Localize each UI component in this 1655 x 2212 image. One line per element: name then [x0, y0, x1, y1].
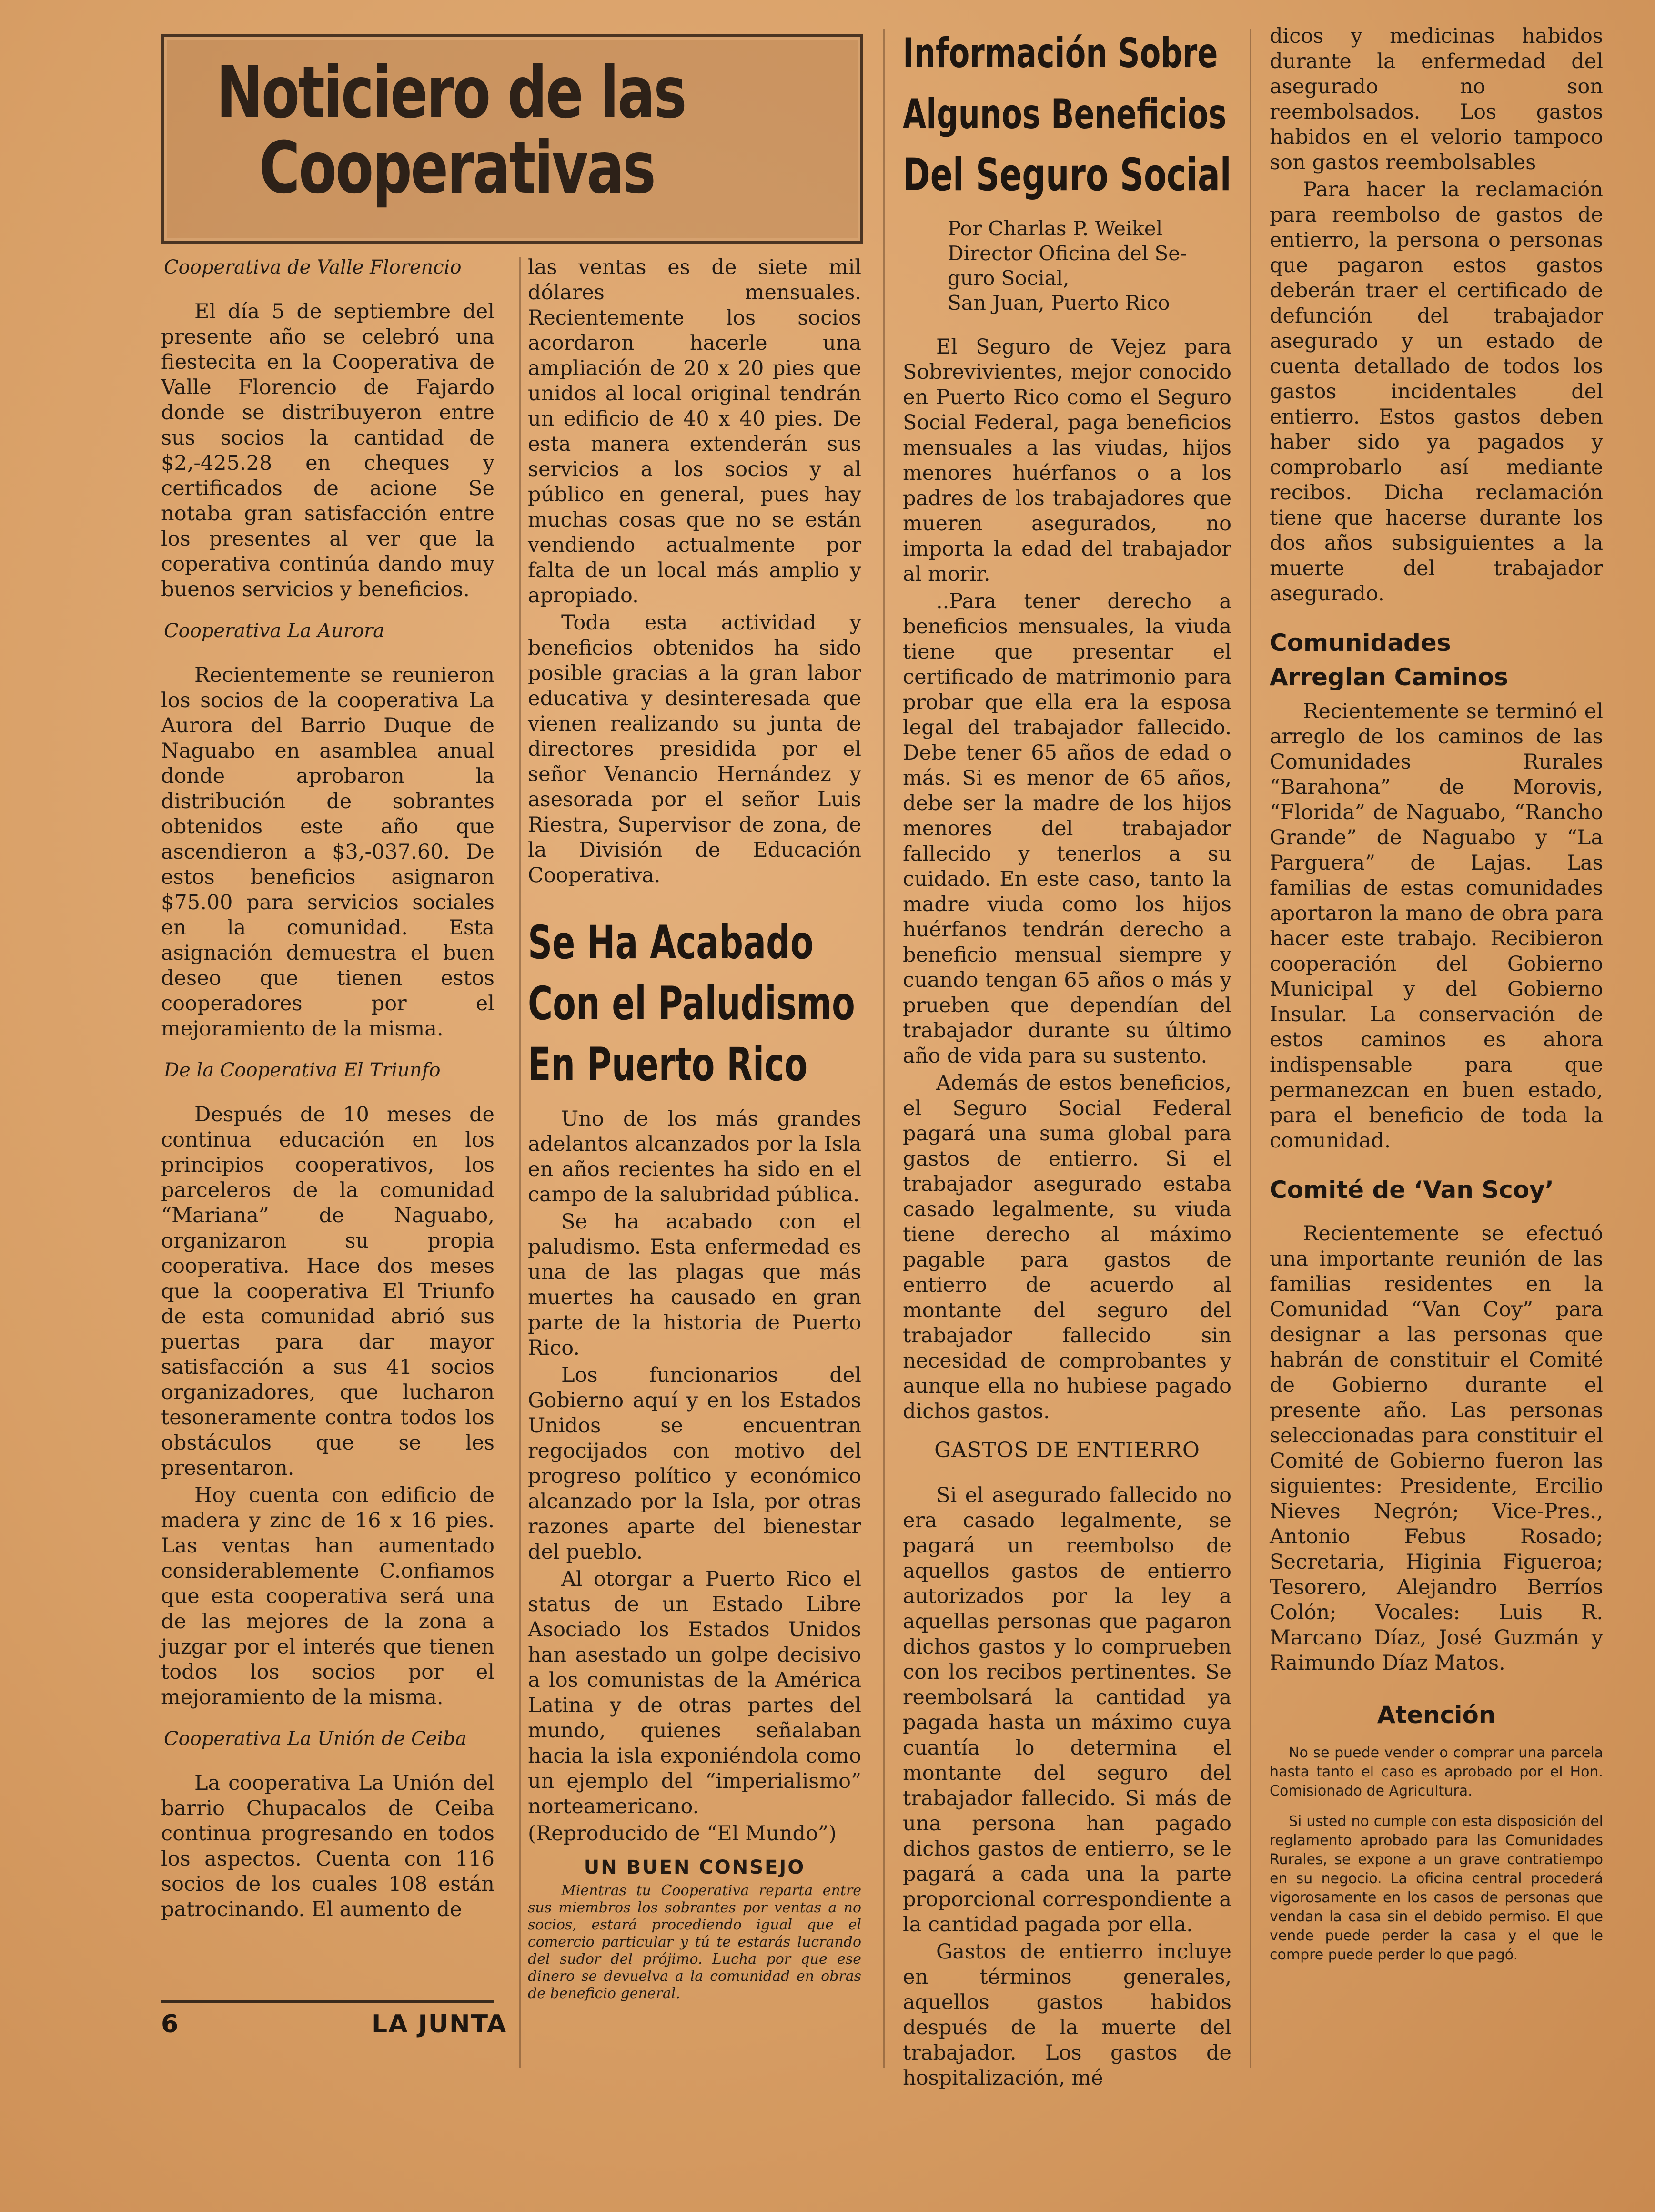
paragraph: Gastos de entierro incluye en términos generales, aquellos gastos habidos después de la muerte del trabajador. Los gastos de hospitalización, mé	[903, 1940, 1231, 2090]
paragraph: Para hacer la reclamación para reembolso de gastos de entierro, la persona o personas que pagaron estos gastos deberán traer el certificado de defunción del trabajador asegurado y un estado de cuenta detallado de todos los gastos incidentales del entierro. Estos gastos deben haber sido ya pagados y comprobarlo así mediante recibos. Dicha reclamación tiene que hacerse durante los dos años subsiguientes a la muerte del trabajador asegurado.	[1270, 178, 1603, 606]
social-security-headline	[903, 24, 1231, 205]
source-credit: (Reproducido de “El Mundo”)	[528, 1822, 837, 1846]
paragraph: Los funcionarios del Gobierno aquí y en los Estados Unidos se encuentran regocijados con motivo del progreso político y económico alcanzado por la Isla, por otras razones aparte del bienestar del pueblo.	[528, 1363, 861, 1564]
paragraph: ..Para tener derecho a beneficios mensuales, la viuda tiene que presentar el certificado de matrimonio para probar que ella era la esposa legal del trabajador fallecido. Debe tener 65 años de edad o más. Si es menor de 65 años, debe ser la madre de los hijos menores del trabajador fallecido y tenerlos a su cuidado. En este caso, tanto la madre viuda como los hijos huérfanos tendrán derecho a beneficio mensual siempre y cuando tengan 65 años o más y prueben que dependían del trabajador durante su último año de vida para su sustento.	[903, 589, 1231, 1068]
paragraph: Uno de los más grandes adelantos alcanzados por la Isla en años recientes ha sido en el campo de la salubridad pública.	[528, 1107, 861, 1207]
roads-headline	[1270, 626, 1603, 694]
column-3	[903, 24, 1231, 2093]
byline-line: Director Oficina del Se-	[948, 242, 1187, 265]
column-2	[528, 255, 861, 2004]
section-heading: Cooperativa La Aurora	[164, 620, 384, 642]
banner-title-line2: Cooperativas	[259, 127, 655, 210]
paragraph: Se ha acabado con el paludismo. Esta enfermedad es una de las plagas que más muertes ha causado en gran parte de la historia de Puerto Rico.	[528, 1210, 861, 1360]
byline	[948, 216, 1231, 315]
column-divider	[519, 257, 521, 2068]
headline-line: Arreglan Caminos	[1270, 663, 1508, 691]
headline-line: Algunos Beneficios	[903, 91, 1227, 138]
paragraph: El Seguro de Vejez para Sobrevivientes, mejor conocido en Puerto Rico como el Seguro Social Federal, paga beneficios mensuales a las viudas, hijos menores huérfanos o a los padres de los trabajadores que mueren asegurados, no importa la edad del trabajador al morir.	[903, 335, 1231, 586]
headline-line: Del Seguro Social	[903, 149, 1231, 201]
section-banner	[161, 34, 863, 244]
byline-line: San Juan, Puerto Rico	[948, 291, 1170, 315]
paragraph: Recientemente se efectuó una importante reunión de las familias residentes en la Comunidad “Van Coy” para designar a las personas que habrán de constituir el Comité de Gobierno durante el presente año. Las personas seleccionadas para constituir el Comité de Gobierno fueron las siguientes: Presidente, Ercilio Nieves Negrón; Vice-Pres., Antonio Febus Rosado; Secretaria, Higinia Figueroa; Tesorero, Alejandro Berríos Colón; Vocales: Luis R. Marcano Díaz, José Guzmán y Raimundo Díaz Matos.	[1270, 1222, 1603, 1675]
headline-line: Comunidades	[1270, 629, 1451, 657]
headline-line: Con el Paludismo	[528, 977, 855, 1030]
headline-line: En Puerto Rico	[528, 1038, 808, 1091]
footer-rule	[161, 2000, 494, 2003]
notice-text	[1270, 1744, 1603, 1965]
byline-line: Por Charlas P. Weikel	[948, 217, 1163, 240]
paragraph: El día 5 de septiembre del presente año se celebró una fiestecita en la Cooperativa de Valle Florencio de Fajardo donde se distribuyeron entre sus socios la cantidad de $2,-425.28 en cheques y certificados de acione Se notaba gran satisfacción entre los presentes al ver que la coperativa continúa dando muy buenos servicios y beneficios.	[161, 300, 494, 601]
column-divider	[1250, 29, 1251, 2068]
subheading: GASTOS DE ENTIERRO	[934, 1438, 1200, 1462]
paragraph: Toda esta actividad y beneficios obtenidos ha sido posible gracias a la gran labor educativa y desinteresada que vienen realizando su junta de directores presidida por el señor Venancio Hernández y asesorada por el señor Luis Riestra, Supervisor de zona, de la División de Educación Cooperativa.	[528, 611, 861, 887]
paragraph: Si usted no cumple con esta disposición del reglamento aprobado para las Comunidades Rurales, se expone a un grave contratiempo en su negocio. La oficina central procederá vigorosamente en los casos de personas que vendan la casa sin el debido permiso. El que vende puede perder la casa y el que le compre puede perder lo que pagó.	[1270, 1813, 1603, 1963]
consejo-text: Mientras tu Cooperativa reparta entre sus miembros los sobrantes por ventas a no socios, estará procediendo igual que el comercio particular y tú te estarás lucrando del sudor del prójimo. Lucha por que ese dinero se devuelva a la comunidad en obras de beneficio general.	[528, 1882, 861, 2002]
page-number: 6	[161, 2010, 179, 2039]
column-1	[161, 255, 494, 1924]
paragraph: las ventas es de siete mil dólares mensuales. Recientemente los socios acordaron hacerle una ampliación de 20 x 20 pies que unidos al local original tendrán un edificio de 40 x 40 pies. De esta manera extenderán sus servicios a los socios y al público en general, pues hay muchas cosas que no se están vendiendo actualmente por falta de un local más amplio y apropiado.	[528, 255, 861, 608]
consejo-heading: UN BUEN CONSEJO	[584, 1857, 806, 1878]
paragraph: dicos y medicinas habidos durante la enfermedad del asegurado no son reembolsados. Los gastos habidos en el velorio tampoco son gastos reembolsables	[1270, 24, 1603, 174]
paragraph: Recientemente se reunieron los socios de la cooperativa La Aurora del Barrio Duque de Naguabo en asamblea anual donde aprobaron la distribución de sobrantes obtenidos este año que ascendieron a $3,-037.60. De estos beneficios asignaron $75.00 para servicios sociales en la comunidad. Esta asignación demuestra el buen deseo que tienen estos cooperadores por el mejoramiento de la misma.	[161, 663, 494, 1041]
paragraph: Si el asegurado fallecido no era casado legalmente, se pagará un reembolso de aquellos gastos de entierro autorizados por la ley a aquellas personas que pagaron dichos gastos y lo comprueben con los recibos pertinentes. Se reembolsará la cantidad ya pagada hasta un máximo cuya cuantía lo determina el montante del seguro del trabajador fallecido. Si más de una persona han pagado dichos gastos de entierro, se le pagará a cada una la parte proporcional correspondiente a la cantidad pagada por ella.	[903, 1483, 1231, 1937]
byline-line: guro Social,	[948, 266, 1070, 290]
section-heading: Cooperativa de Valle Florencio	[164, 256, 462, 278]
paragraph: Al otorgar a Puerto Rico el status de un Estado Libre Asociado los Estados Unidos han asestado un golpe decisivo a los comunistas de la América Latina y de otras partes del mundo, quienes señalaban hacia la isla exponiéndola como un ejemplo del “imperialismo” norteamericano.	[528, 1567, 861, 1818]
atencion-headline: Atención	[1377, 1701, 1496, 1729]
column-divider	[883, 29, 885, 2068]
headline-line: Se Ha Acabado	[528, 916, 814, 969]
headline-line: Información Sobre	[903, 30, 1218, 77]
publication-name: LA JUNTA	[372, 2010, 507, 2039]
banner-title-line1: Noticiero de las	[216, 51, 686, 134]
section-heading: De la Cooperativa El Triunfo	[164, 1059, 441, 1081]
paragraph: La cooperativa La Unión del barrio Chupacalos de Ceiba continua progresando en todos los aspectos. Cuenta con 116 socios de los cuales 108 están patrocinando. El aumento de	[161, 1771, 494, 1921]
paragraph: Después de 10 meses de continua educación en los principios cooperativos, los parceleros de la comunidad “Mariana” de Naguabo, organizaron su propia cooperativa. Hace dos meses que la cooperativa El Triunfo de esta comunidad abrió sus puertas para dar mayor satisfacción a sus 41 socios organizadores, que lucharon tesoneramente contra todos los obstáculos que se les presentaron.	[161, 1103, 494, 1480]
malaria-headline	[528, 913, 861, 1089]
column-4	[1270, 24, 1603, 1976]
committee-headline: Comité de ‘Van Scoy’	[1270, 1176, 1554, 1204]
section-heading: Cooperativa La Unión de Ceiba	[164, 1728, 467, 1750]
paragraph: Además de estos beneficios, el Seguro Social Federal pagará una suma global para gastos de entierro. Si el trabajador asegurado estaba casado legalmente, su viuda tiene derecho al máximo pagable para gastos de entierro de acuerdo al montante del seguro del trabajador fallecido sin necesidad de comprobantes y aunque ella no hubiese pagado dichos gastos.	[903, 1071, 1231, 1423]
paragraph: Hoy cuenta con edificio de madera y zinc de 16 x 16 pies. Las ventas han aumentado considerablemente C.onfiamos que esta cooperativa será una de las mejores de la zona a juzgar por el interés que tienen todos los socios por el mejoramiento de la misma.	[161, 1483, 494, 1709]
paragraph: Recientemente se terminó el arreglo de los caminos de las Comunidades Rurales “Barahona” de Morovis, “Florida” de Naguabo, “Rancho Grande” de Naguabo y “La Parguera” de Lajas. Las familias de estas comunidades aportaron la mano de obra para hacer este trabajo. Recibieron cooperación del Gobierno Municipal y del Gobierno Insular. La conservación de estos caminos es ahora indispensable para que permanezcan en buen estado, para el beneficio de toda la comunidad.	[1270, 700, 1603, 1153]
paragraph: No se puede vender o comprar una parcela hasta tanto el caso es aprobado por el Hon. Comisionado de Agricultura.	[1270, 1745, 1603, 1799]
